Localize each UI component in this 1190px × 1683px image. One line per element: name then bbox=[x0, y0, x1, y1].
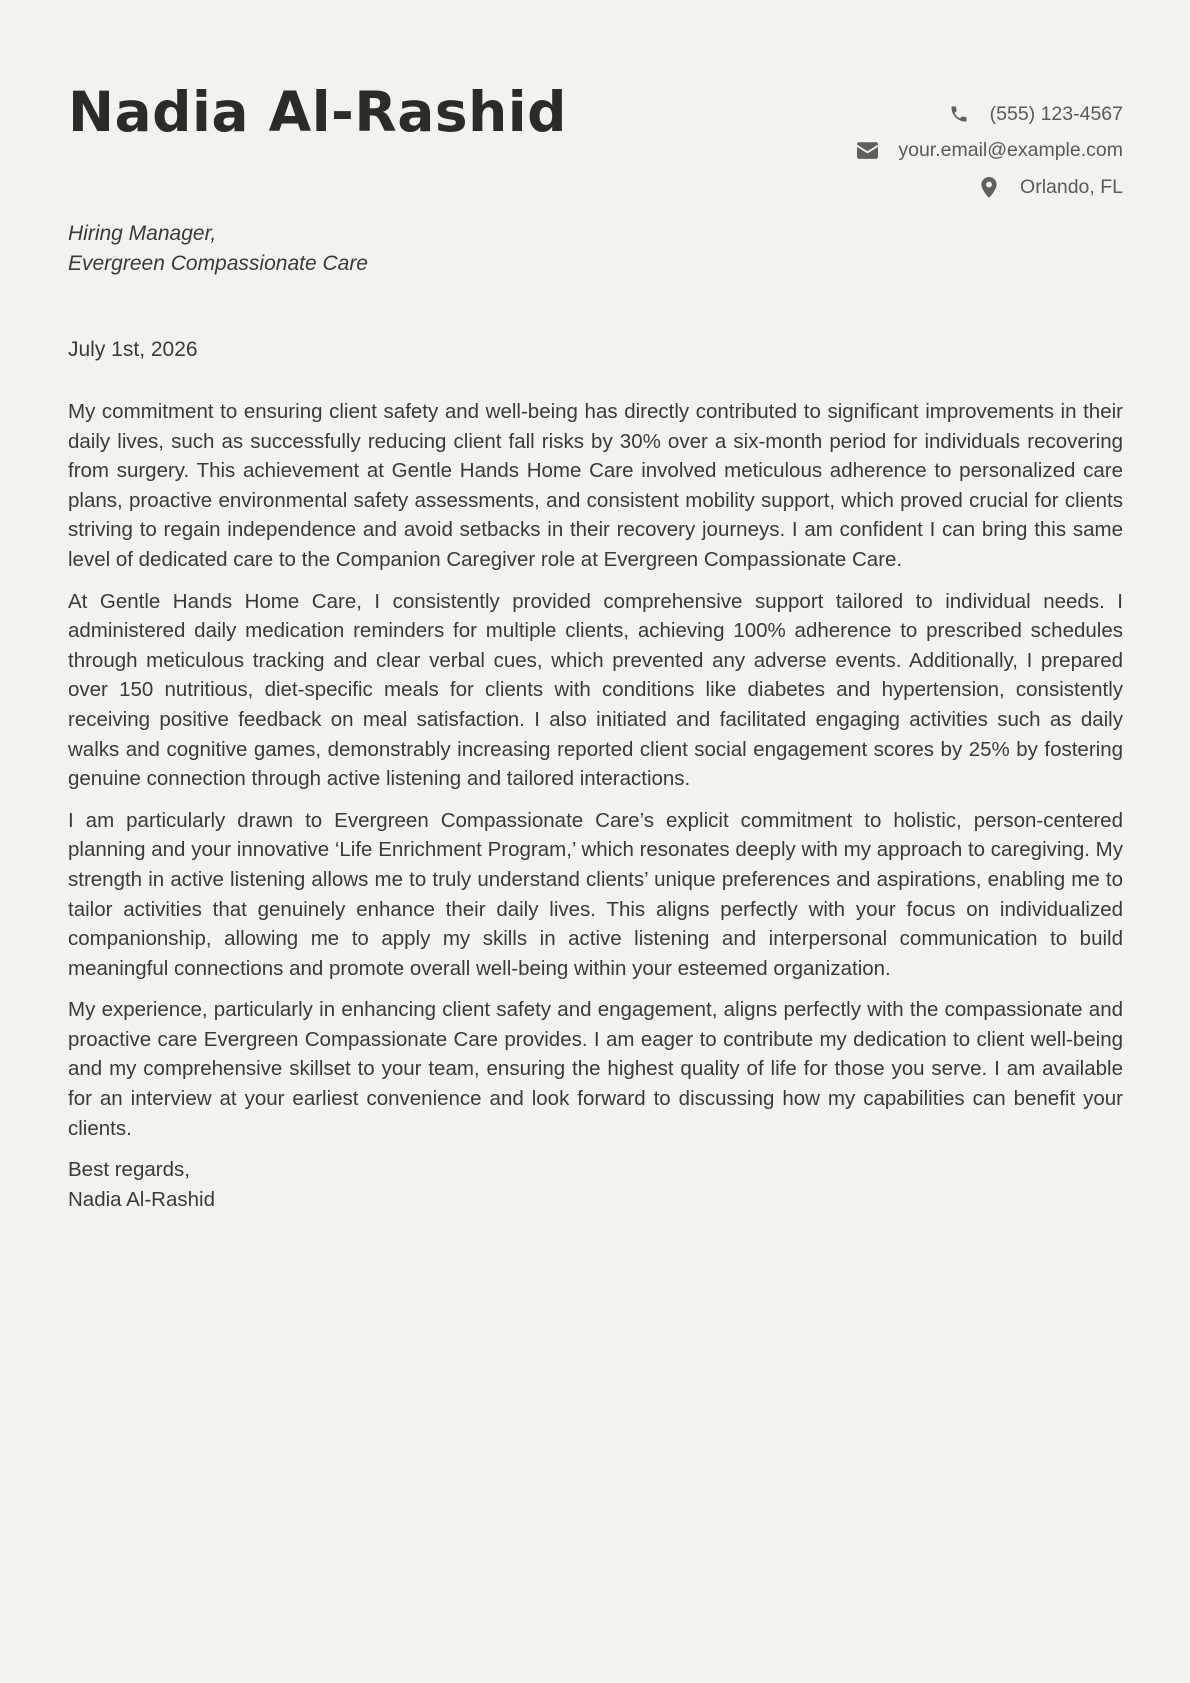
letter-header bbox=[68, 0, 1123, 205]
contact-location bbox=[856, 169, 1123, 206]
recipient-block bbox=[68, 219, 368, 279]
contact-block bbox=[856, 96, 1123, 206]
letter-body bbox=[68, 397, 1123, 1214]
contact-email bbox=[856, 133, 1123, 170]
closing-salutation: Best regards, bbox=[68, 1158, 190, 1182]
closing-block bbox=[68, 1155, 1123, 1214]
body-paragraph: I am particularly drawn to Evergreen Compassionate Care’s explicit commitment to holistic, person-centered planning and your innovative ‘Life Enrichment Program,’ which resonates deeply with my approach to caregiving. My strength in active listening allows me to truly understand clients’ unique preferences and aspirations, enabling me to tailor activities that genuinely enhance their daily lives. This aligns perfectly with your focus on individualized companionship, allowing me to apply my skills in active listening and interpersonal communication to build meaningful connections and promote overall well-being within your esteemed organization. bbox=[68, 808, 1123, 980]
body-paragraph: My experience, particularly in enhancing client safety and engagement, aligns perfectly with the compassionate and proactive care Evergreen Compassionate Care provides. I am eager to contribute my dedication to client well-being and my comprehensive skillset to your team, ensuring the highest quality of life for those you serve. I am available for an interview at your earliest convenience and look forward to discussing how my capabilities can benefit your clients. bbox=[68, 998, 1123, 1140]
contact-phone bbox=[856, 96, 1123, 133]
location: Orlando, FL bbox=[1020, 175, 1123, 198]
body-paragraph: At Gentle Hands Home Care, I consistently provided comprehensive support tailored to individual needs. I administered daily medication reminders for multiple clients, achieving 100% adherence to prescribed schedules through meticulous tracking and clear verbal cues, which prevented any adverse events. Additionally, I prepared over 150 nutritious, diet-specific meals for clients with conditions like diabetes and hypertension, consistently receiving positive feedback on meal satisfaction. I also initiated and facilitated engaging activities such as daily walks and cognitive games, demonstrably increasing reported client social engagement scores by 25% by fostering genuine connection through active listening and tailored interactions. bbox=[68, 589, 1123, 791]
phone-icon bbox=[948, 103, 970, 125]
map-marker-icon bbox=[978, 176, 1000, 198]
letter-date: July 1st, 2026 bbox=[68, 338, 198, 361]
recipient-title: Hiring Manager, bbox=[68, 222, 217, 245]
cover-letter-page bbox=[68, 0, 1123, 1683]
recipient-company: Evergreen Compassionate Care bbox=[68, 252, 368, 275]
applicant-name: Nadia Al-Rashid bbox=[68, 80, 567, 144]
body-paragraph: My commitment to ensuring client safety and well-being has directly contributed to significant improvements in their daily lives, such as successfully reducing client fall risks by 30% over a six-month period for individuals recovering from surgery. This achievement at Gentle Hands Home Care involved meticulous adherence to personalized care plans, proactive environmental safety assessments, and consistent mobility support, which proved crucial for clients striving to regain independence and avoid setbacks in their recovery journeys. I am confident I can bring this same level of dedicated care to the Companion Caregiver role at Evergreen Compassionate Care. bbox=[68, 400, 1123, 571]
closing-signature: Nadia Al-Rashid bbox=[68, 1187, 215, 1211]
email-address: your.email@example.com bbox=[898, 139, 1123, 162]
envelope-icon bbox=[856, 140, 878, 162]
phone-number: (555) 123-4567 bbox=[989, 102, 1123, 125]
